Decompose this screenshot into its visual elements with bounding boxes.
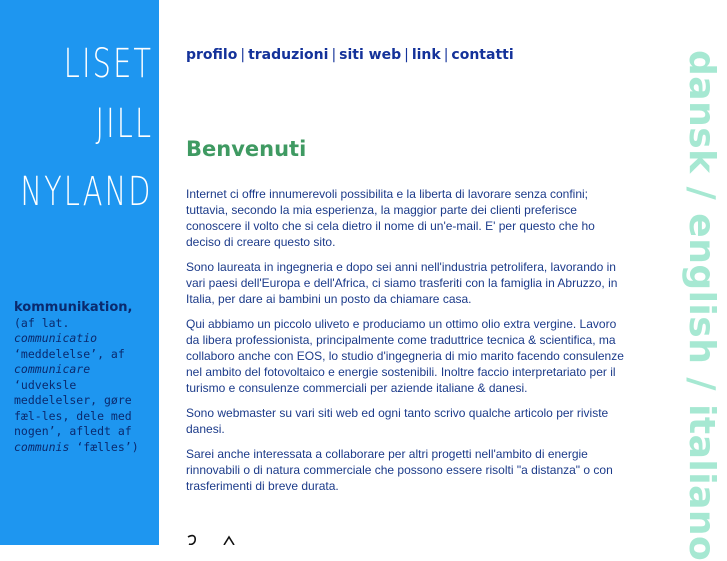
definition-block xyxy=(14,300,156,455)
nav-link-link[interactable]: link xyxy=(411,47,441,63)
language-list xyxy=(672,50,727,561)
definition-text: ‘meddelelse’, af xyxy=(14,346,125,361)
content-paragraph: Sono webmaster su vari siti web ed ogni tanto scrivo qualche articolo per riviste danesi. xyxy=(186,406,609,436)
signature-graphic xyxy=(186,530,246,549)
language-link-dansk[interactable]: dansk xyxy=(681,50,722,174)
nav-separator: | xyxy=(240,47,246,63)
sidebar xyxy=(0,0,159,545)
logo-line-middle-name: JILL xyxy=(95,101,153,147)
language-separator: / xyxy=(681,364,722,405)
definition-text: (af lat. xyxy=(14,315,70,330)
nav-link-profilo[interactable]: profilo xyxy=(186,47,238,63)
definition-latin-word: communicatio xyxy=(14,331,98,345)
nav-separator: | xyxy=(331,47,337,63)
nav-link-contatti[interactable]: contatti xyxy=(451,47,514,63)
definition-term: kommunikation, xyxy=(14,300,133,315)
content-paragraph: Qui abbiamo un piccolo uliveto e produciamo un ottimo olio extra vergine. Lavoro da libera professionista, principalmente come traduttrice tecnica & scientifica, ma collaboro anche con EOS, lo studio d'ingegneria di mio marito facendo consulenze nel ambito del fotovoltaico e energie sostenibili. Inoltre faccio interpretariato per il turismo e consulenze commerciali per aziende italiane & danesi. xyxy=(186,317,624,395)
logo-line-first-name: LISET xyxy=(63,41,153,87)
main-content xyxy=(186,186,626,503)
main-nav xyxy=(186,47,514,63)
logo-line-last-name: NYLAND xyxy=(20,169,153,215)
nav-separator: | xyxy=(404,47,409,63)
nav-link-siti-web[interactable]: siti web xyxy=(339,47,402,63)
language-separator: / xyxy=(681,173,722,214)
content-paragraph: Internet ci offre innumerevoli possibilita e la liberta di lavorare senza confini; tuttavia, secondo la mia esperienza, la maggior parte dei clienti preferisce conoscere il volto che si cela dietro il nome di un'e-mail. E' per questo che ho deciso di creare questo sito. xyxy=(186,187,595,249)
nav-link-traduzioni[interactable]: traduzioni xyxy=(248,47,329,63)
definition-latin-word: communis xyxy=(14,439,70,454)
definition-text: ‘udveksle meddelelser, gøre fæl-les, dele med nogen’, afledt af xyxy=(14,377,132,438)
content-paragraph: Sono laureata in ingegneria e dopo sei anni nell'industria petrolifera, lavorando in vari paesi dell'Europa e dell'Africa, ci siamo trasferiti con la famiglia in Abruzzo, in Italia, per dare ai bambini un posto da chiamare casa. xyxy=(186,260,618,306)
content-paragraph: Sarei anche interessata a collaborare per altri progetti nell'ambito di energie rinnovabili o di natura commerciale che possono essere risolti "a distanza" o con trasferimenti di breve durata. xyxy=(186,447,613,493)
language-link-english[interactable]: english xyxy=(681,213,722,365)
language-switcher xyxy=(666,50,724,561)
definition-text: ‘fælles’) xyxy=(69,439,139,454)
language-link-italiano[interactable]: italiano xyxy=(681,404,722,561)
page-title: Benvenuti xyxy=(186,137,307,161)
nav-separator: | xyxy=(443,47,449,63)
definition-latin-word: communicare xyxy=(14,362,91,376)
